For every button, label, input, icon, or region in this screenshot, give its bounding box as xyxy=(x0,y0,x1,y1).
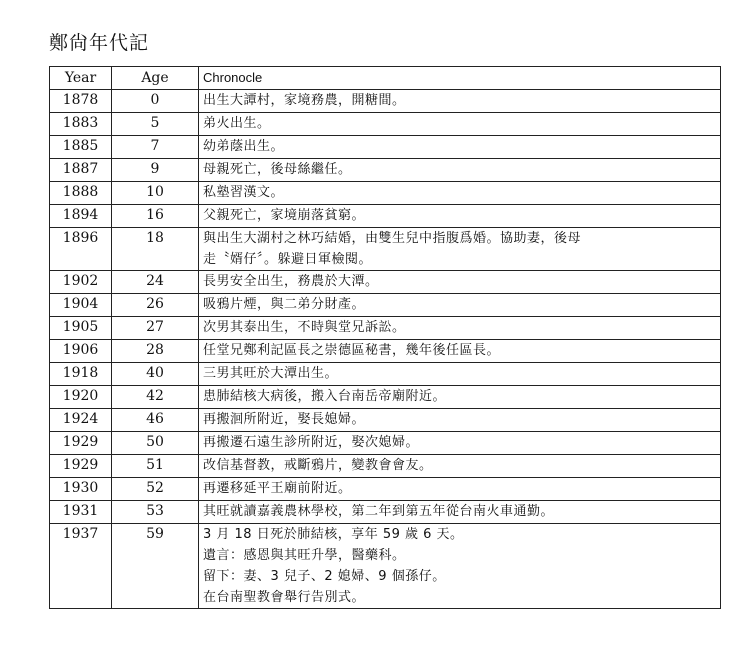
chronicle-text-line: 遺言：感恩與其旺升學，醫藥科。 xyxy=(203,548,406,563)
cell-year: 1885 xyxy=(50,136,112,159)
chronicle-text-line: 三男其旺於大潭出生。 xyxy=(203,366,339,381)
chronicle-text-line: 幼弟蔭出生。 xyxy=(203,139,285,154)
chronicle-text-line: 與出生大湖村之林巧結婚，由雙生兒中指腹爲婚。協助妻，後母 xyxy=(203,231,582,246)
chronicle-text-line: 再遷移延平王廟前附近。 xyxy=(203,481,352,496)
cell-age: 40 xyxy=(112,363,199,386)
cell-chronicle xyxy=(199,386,721,409)
chronicle-text-line: 患肺結核大病後，搬入台南岳帝廟附近。 xyxy=(203,389,447,404)
cell-age: 52 xyxy=(112,478,199,501)
cell-year: 1888 xyxy=(50,182,112,205)
chronicle-text-line: 弟火出生。 xyxy=(203,116,271,131)
table-row xyxy=(50,478,721,501)
table-row xyxy=(50,113,721,136)
cell-chronicle xyxy=(199,136,721,159)
cell-chronicle xyxy=(199,113,721,136)
cell-chronicle xyxy=(199,432,721,455)
cell-age: 42 xyxy=(112,386,199,409)
cell-year: 1905 xyxy=(50,317,112,340)
table-row xyxy=(50,136,721,159)
cell-chronicle xyxy=(199,294,721,317)
cell-age: 50 xyxy=(112,432,199,455)
table-row xyxy=(50,432,721,455)
chronicle-text-line: 私塾習漢文。 xyxy=(203,185,285,200)
cell-year: 1929 xyxy=(50,455,112,478)
cell-age: 51 xyxy=(112,455,199,478)
table-row xyxy=(50,205,721,228)
cell-chronicle xyxy=(199,182,721,205)
table-row xyxy=(50,455,721,478)
chronicle-text-line: 再搬遷石遠生診所附近，娶次媳婦。 xyxy=(203,435,420,450)
chronology-table xyxy=(49,66,721,609)
cell-chronicle xyxy=(199,409,721,432)
chronicle-text-line: 母親死亡，後母絲繼任。 xyxy=(203,162,352,177)
cell-chronicle xyxy=(199,317,721,340)
cell-age: 27 xyxy=(112,317,199,340)
chronicle-text-line: 吸鴉片煙，與二弟分財產。 xyxy=(203,297,366,312)
cell-age: 5 xyxy=(112,113,199,136)
cell-age: 10 xyxy=(112,182,199,205)
table-body xyxy=(50,90,721,609)
chronicle-text-line: 改信基督教，戒斷鴉片，變教會會友。 xyxy=(203,458,433,473)
cell-year: 1902 xyxy=(50,271,112,294)
cell-year: 1929 xyxy=(50,432,112,455)
cell-year: 1896 xyxy=(50,228,112,271)
column-header-year: Year xyxy=(50,67,112,90)
column-header-chronicle: Chronocle xyxy=(199,67,721,90)
table-row xyxy=(50,182,721,205)
chronicle-text-line: 留下：妻、3 兒子、2 媳婦、9 個孫仔。 xyxy=(203,569,446,584)
cell-age: 28 xyxy=(112,340,199,363)
cell-chronicle xyxy=(199,478,721,501)
cell-age: 53 xyxy=(112,501,199,524)
chronicle-text-line: 再搬洄所附近，娶長媳婦。 xyxy=(203,412,366,427)
table-row xyxy=(50,228,721,271)
table-row xyxy=(50,363,721,386)
column-header-age: Age xyxy=(112,67,199,90)
cell-age: 59 xyxy=(112,524,199,609)
table-row xyxy=(50,501,721,524)
table-row xyxy=(50,294,721,317)
cell-year: 1883 xyxy=(50,113,112,136)
chronicle-text-line: 任堂兄鄭利記區長之崇德區秘書，幾年後任區長。 xyxy=(203,343,501,358)
cell-age: 18 xyxy=(112,228,199,271)
cell-chronicle xyxy=(199,524,721,609)
chronicle-text-line: 在台南聖教會舉行告別式。 xyxy=(203,590,366,605)
cell-chronicle xyxy=(199,340,721,363)
cell-age: 24 xyxy=(112,271,199,294)
cell-year: 1930 xyxy=(50,478,112,501)
cell-chronicle xyxy=(199,90,721,113)
chronicle-text-line: 其旺就讀嘉義農林學校，第二年到第五年從台南火車通勤。 xyxy=(203,504,555,519)
cell-chronicle xyxy=(199,159,721,182)
cell-chronicle xyxy=(199,501,721,524)
cell-chronicle xyxy=(199,271,721,294)
cell-year: 1894 xyxy=(50,205,112,228)
document-title: 鄭尙年代記 xyxy=(49,32,150,54)
chronicle-text-line: 長男安全出生，務農於大潭。 xyxy=(203,274,379,289)
cell-year: 1918 xyxy=(50,363,112,386)
chronicle-text-line: 父親死亡，家境崩落貧窮。 xyxy=(203,208,366,223)
table-row xyxy=(50,159,721,182)
table-row xyxy=(50,340,721,363)
chronicle-text-line: 走〝婿仔〞。躲避日軍檢閱。 xyxy=(203,252,373,267)
cell-age: 7 xyxy=(112,136,199,159)
chronicle-text-line: 出生大譚村，家境務農，開糖間。 xyxy=(203,93,406,108)
cell-age: 9 xyxy=(112,159,199,182)
cell-age: 0 xyxy=(112,90,199,113)
table-row xyxy=(50,271,721,294)
cell-age: 46 xyxy=(112,409,199,432)
cell-chronicle xyxy=(199,455,721,478)
cell-year: 1887 xyxy=(50,159,112,182)
cell-chronicle xyxy=(199,228,721,271)
table-row xyxy=(50,524,721,609)
cell-year: 1904 xyxy=(50,294,112,317)
cell-year: 1937 xyxy=(50,524,112,609)
cell-year: 1931 xyxy=(50,501,112,524)
table-row xyxy=(50,317,721,340)
chronicle-text-line: 3 月 18 日死於肺結核，享年 59 歲 6 天。 xyxy=(203,527,464,542)
table-row xyxy=(50,386,721,409)
cell-age: 26 xyxy=(112,294,199,317)
cell-year: 1920 xyxy=(50,386,112,409)
cell-chronicle xyxy=(199,363,721,386)
cell-year: 1924 xyxy=(50,409,112,432)
cell-chronicle xyxy=(199,205,721,228)
chronicle-text-line: 次男其泰出生，不時與堂兄訴訟。 xyxy=(203,320,406,335)
cell-year: 1878 xyxy=(50,90,112,113)
cell-age: 16 xyxy=(112,205,199,228)
table-row xyxy=(50,409,721,432)
cell-year: 1906 xyxy=(50,340,112,363)
table-row xyxy=(50,90,721,113)
table-header-row xyxy=(50,67,721,90)
